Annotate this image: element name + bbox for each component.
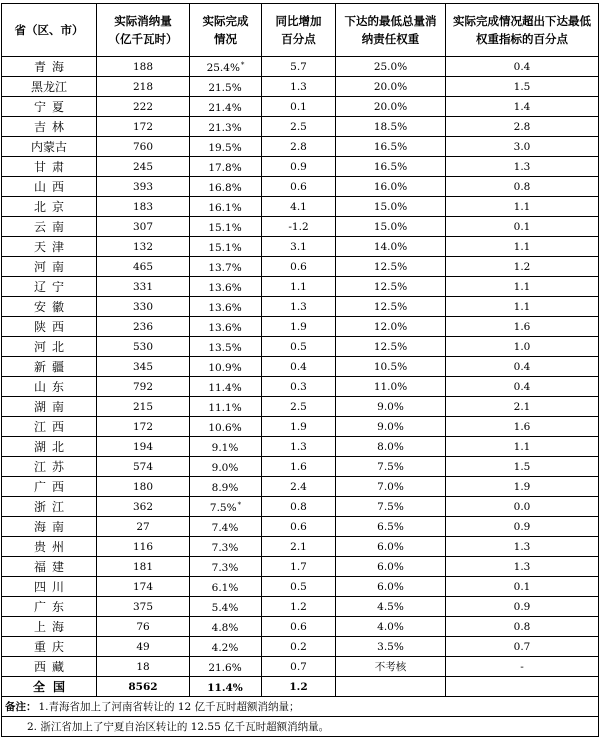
cell-target: 3.5% <box>336 637 446 657</box>
note-row-1 <box>2 697 599 717</box>
cell-target: 12.5% <box>336 277 446 297</box>
completion-value: 16.1% <box>208 202 242 214</box>
cell-exceed: 1.9 <box>446 477 599 497</box>
cell-completion <box>190 577 262 597</box>
cell-completion <box>190 557 262 577</box>
cell-yoy: 0.8 <box>262 497 336 517</box>
table-row <box>2 297 599 317</box>
cell-province: 四川 <box>2 577 97 597</box>
cell-consumption: 181 <box>97 557 190 577</box>
completion-value: 7.5% <box>209 502 237 514</box>
table-row <box>2 557 599 577</box>
cell-completion <box>190 377 262 397</box>
cell-exceed: 1.5 <box>446 457 599 477</box>
cell-consumption: 530 <box>97 337 190 357</box>
cell-completion <box>190 657 262 677</box>
cell-province: 云南 <box>2 217 97 237</box>
table-row <box>2 417 599 437</box>
cell-yoy: 2.1 <box>262 537 336 557</box>
table-row <box>2 497 599 517</box>
completion-value: 21.6% <box>208 662 242 674</box>
cell-yoy: 0.1 <box>262 97 336 117</box>
cell-province: 广东 <box>2 597 97 617</box>
cell-consumption: 792 <box>97 377 190 397</box>
completion-value: 6.1% <box>211 582 239 594</box>
cell-completion <box>190 597 262 617</box>
note-2-text: 2. 浙江省加上了宁夏自治区转让的 12.55 亿千瓦时超额消纳量。 <box>27 720 330 733</box>
table-body <box>2 57 599 697</box>
completion-value: 10.9% <box>208 362 242 374</box>
cell-target: 10.5% <box>336 357 446 377</box>
table-row <box>2 257 599 277</box>
table-row <box>2 597 599 617</box>
cell-completion <box>190 637 262 657</box>
cell-target: 4.0% <box>336 617 446 637</box>
cell-completion <box>190 457 262 477</box>
cell-province: 福建 <box>2 557 97 577</box>
cell-exceed: 1.1 <box>446 197 599 217</box>
cell-target: 12.5% <box>336 257 446 277</box>
table-row <box>2 437 599 457</box>
cell-exceed: 2.1 <box>446 397 599 417</box>
cell-yoy: 1.1 <box>262 277 336 297</box>
cell-consumption: 116 <box>97 537 190 557</box>
cell-yoy: 3.1 <box>262 237 336 257</box>
completion-value: 4.8% <box>211 622 239 634</box>
cell-completion <box>190 297 262 317</box>
cell-province: 内蒙古 <box>2 137 97 157</box>
cell-exceed: 1.3 <box>446 537 599 557</box>
cell-exceed: - <box>446 657 599 677</box>
cell-consumption: 307 <box>97 217 190 237</box>
cell-yoy: 0.9 <box>262 157 336 177</box>
cell-target: 12.5% <box>336 337 446 357</box>
cell-target: 25.0% <box>336 57 446 77</box>
completion-value: 9.1% <box>211 442 239 454</box>
cell-province: 海南 <box>2 517 97 537</box>
note-1-text: 1.青海省加上了河南省转让的 12 亿千瓦时超额消纳量； <box>38 700 300 713</box>
table-row <box>2 537 599 557</box>
table-row <box>2 97 599 117</box>
cell-consumption: 174 <box>97 577 190 597</box>
cell-consumption: 18 <box>97 657 190 677</box>
cell-province: 全国 <box>2 677 97 697</box>
table-row <box>2 137 599 157</box>
cell-target: 14.0% <box>336 237 446 257</box>
cell-completion <box>190 617 262 637</box>
cell-province: 陕西 <box>2 317 97 337</box>
cell-exceed: 1.1 <box>446 237 599 257</box>
cell-exceed: 0.9 <box>446 597 599 617</box>
cell-completion <box>190 437 262 457</box>
cell-yoy: 2.8 <box>262 137 336 157</box>
cell-consumption: 132 <box>97 237 190 257</box>
cell-exceed: 0.8 <box>446 177 599 197</box>
cell-yoy: 0.3 <box>262 377 336 397</box>
cell-yoy: 0.2 <box>262 637 336 657</box>
cell-province: 湖南 <box>2 397 97 417</box>
cell-target: 11.0% <box>336 377 446 397</box>
cell-target: 16.5% <box>336 157 446 177</box>
cell-province: 河北 <box>2 337 97 357</box>
table-row <box>2 657 599 677</box>
completion-value: 13.6% <box>208 322 242 334</box>
renewable-consumption-table <box>1 3 599 737</box>
note-2 <box>2 717 599 737</box>
table-row <box>2 457 599 477</box>
cell-province: 湖北 <box>2 437 97 457</box>
cell-exceed: 0.0 <box>446 497 599 517</box>
cell-yoy: 0.6 <box>262 177 336 197</box>
cell-target: 9.0% <box>336 397 446 417</box>
cell-consumption: 222 <box>97 97 190 117</box>
note-1 <box>2 697 599 717</box>
cell-yoy: 1.2 <box>262 677 336 697</box>
cell-yoy: 0.7 <box>262 657 336 677</box>
cell-exceed: 0.9 <box>446 517 599 537</box>
cell-consumption: 760 <box>97 137 190 157</box>
completion-value: 16.8% <box>208 182 242 194</box>
cell-yoy: 4.1 <box>262 197 336 217</box>
cell-consumption: 27 <box>97 517 190 537</box>
cell-exceed: 0.7 <box>446 637 599 657</box>
table-row <box>2 577 599 597</box>
cell-yoy: 0.4 <box>262 357 336 377</box>
cell-completion <box>190 357 262 377</box>
header-yoy: 同比增加百分点 <box>262 4 336 57</box>
cell-province: 山西 <box>2 177 97 197</box>
cell-target: 12.5% <box>336 297 446 317</box>
cell-province: 江西 <box>2 417 97 437</box>
completion-value: 10.6% <box>208 422 242 434</box>
cell-consumption: 245 <box>97 157 190 177</box>
table-row <box>2 397 599 417</box>
cell-completion <box>190 477 262 497</box>
note-row-2 <box>2 717 599 737</box>
cell-target: 12.0% <box>336 317 446 337</box>
completion-value: 25.4% <box>206 62 240 74</box>
completion-value: 11.4% <box>208 382 242 394</box>
cell-target: 20.0% <box>336 77 446 97</box>
cell-exceed: 0.4 <box>446 57 599 77</box>
table-row <box>2 337 599 357</box>
cell-consumption: 188 <box>97 57 190 77</box>
cell-yoy: -1.2 <box>262 217 336 237</box>
cell-target: 18.5% <box>336 117 446 137</box>
cell-completion <box>190 197 262 217</box>
cell-yoy: 1.6 <box>262 457 336 477</box>
cell-province: 河南 <box>2 257 97 277</box>
cell-target: 6.5% <box>336 517 446 537</box>
header-exceed: 实际完成情况超出下达最低权重指标的百分点 <box>446 4 599 57</box>
cell-province: 浙江 <box>2 497 97 517</box>
footnote-mark: * <box>240 61 245 69</box>
cell-consumption: 574 <box>97 457 190 477</box>
cell-yoy: 5.7 <box>262 57 336 77</box>
cell-province: 上海 <box>2 617 97 637</box>
cell-yoy: 1.3 <box>262 437 336 457</box>
cell-consumption: 393 <box>97 177 190 197</box>
completion-value: 11.1% <box>208 402 242 414</box>
cell-consumption: 345 <box>97 357 190 377</box>
cell-province: 江苏 <box>2 457 97 477</box>
cell-province: 新疆 <box>2 357 97 377</box>
cell-completion <box>190 157 262 177</box>
cell-province: 甘肃 <box>2 157 97 177</box>
cell-target: 6.0% <box>336 537 446 557</box>
cell-exceed <box>446 677 599 697</box>
cell-exceed: 0.1 <box>446 217 599 237</box>
cell-province: 黑龙江 <box>2 77 97 97</box>
cell-completion <box>190 337 262 357</box>
cell-province: 安徽 <box>2 297 97 317</box>
cell-exceed: 0.1 <box>446 577 599 597</box>
table-row <box>2 117 599 137</box>
cell-completion <box>190 97 262 117</box>
cell-consumption: 172 <box>97 117 190 137</box>
table-row <box>2 157 599 177</box>
cell-target: 4.5% <box>336 597 446 617</box>
completion-value: 17.8% <box>208 162 242 174</box>
completion-value: 13.6% <box>208 282 242 294</box>
cell-yoy: 0.6 <box>262 617 336 637</box>
cell-completion <box>190 397 262 417</box>
table-row <box>2 217 599 237</box>
table-row <box>2 357 599 377</box>
cell-province: 宁夏 <box>2 97 97 117</box>
table-row <box>2 617 599 637</box>
cell-consumption: 8562 <box>97 677 190 697</box>
cell-target: 6.0% <box>336 557 446 577</box>
cell-target: 6.0% <box>336 577 446 597</box>
table-row <box>2 57 599 77</box>
table-header-row <box>2 4 599 57</box>
cell-yoy: 0.5 <box>262 577 336 597</box>
cell-consumption: 194 <box>97 437 190 457</box>
cell-yoy: 1.9 <box>262 417 336 437</box>
completion-value: 4.2% <box>211 642 239 654</box>
cell-target: 20.0% <box>336 97 446 117</box>
completion-value: 7.3% <box>211 542 239 554</box>
cell-province: 北京 <box>2 197 97 217</box>
cell-consumption: 49 <box>97 637 190 657</box>
header-province: 省（区、市） <box>2 4 97 57</box>
completion-value: 11.4% <box>207 682 243 694</box>
note-label: 备注： <box>5 700 37 713</box>
cell-completion <box>190 77 262 97</box>
cell-completion <box>190 217 262 237</box>
cell-yoy: 1.9 <box>262 317 336 337</box>
completion-value: 19.5% <box>208 142 242 154</box>
cell-completion <box>190 117 262 137</box>
table-row <box>2 77 599 97</box>
header-consumption: 实际消纳量（亿千瓦时） <box>97 4 190 57</box>
cell-province: 重庆 <box>2 637 97 657</box>
cell-consumption: 362 <box>97 497 190 517</box>
cell-exceed: 0.8 <box>446 617 599 637</box>
cell-target: 16.5% <box>336 137 446 157</box>
cell-exceed: 1.1 <box>446 437 599 457</box>
cell-yoy: 1.7 <box>262 557 336 577</box>
cell-completion <box>190 257 262 277</box>
table-row <box>2 177 599 197</box>
table-row <box>2 637 599 657</box>
cell-target: 7.0% <box>336 477 446 497</box>
cell-target: 16.0% <box>336 177 446 197</box>
cell-completion <box>190 277 262 297</box>
cell-exceed: 1.5 <box>446 77 599 97</box>
cell-consumption: 218 <box>97 77 190 97</box>
table-row <box>2 277 599 297</box>
cell-consumption: 465 <box>97 257 190 277</box>
table-row <box>2 377 599 397</box>
completion-value: 7.3% <box>211 562 239 574</box>
cell-province: 山东 <box>2 377 97 397</box>
cell-exceed: 0.4 <box>446 377 599 397</box>
cell-exceed: 1.0 <box>446 337 599 357</box>
cell-completion <box>190 677 262 697</box>
cell-completion <box>190 317 262 337</box>
table-row <box>2 237 599 257</box>
cell-province: 西藏 <box>2 657 97 677</box>
table-row <box>2 317 599 337</box>
completion-value: 15.1% <box>208 242 242 254</box>
cell-consumption: 236 <box>97 317 190 337</box>
cell-consumption: 183 <box>97 197 190 217</box>
header-completion: 实际完成情况 <box>190 4 262 57</box>
cell-province: 广西 <box>2 477 97 497</box>
cell-consumption: 76 <box>97 617 190 637</box>
completion-value: 13.6% <box>208 302 242 314</box>
cell-exceed: 1.1 <box>446 277 599 297</box>
cell-consumption: 172 <box>97 417 190 437</box>
cell-consumption: 180 <box>97 477 190 497</box>
table-row <box>2 517 599 537</box>
cell-exceed: 1.1 <box>446 297 599 317</box>
completion-value: 8.9% <box>211 482 239 494</box>
table-row <box>2 197 599 217</box>
cell-exceed: 3.0 <box>446 137 599 157</box>
completion-value: 15.1% <box>208 222 242 234</box>
cell-target: 7.5% <box>336 497 446 517</box>
cell-completion <box>190 137 262 157</box>
table-row <box>2 477 599 497</box>
header-target: 下达的最低总量消纳责任权重 <box>336 4 446 57</box>
cell-exceed: 2.8 <box>446 117 599 137</box>
cell-completion <box>190 57 262 77</box>
cell-exceed: 1.4 <box>446 97 599 117</box>
cell-completion <box>190 177 262 197</box>
cell-completion <box>190 497 262 517</box>
cell-exceed: 1.2 <box>446 257 599 277</box>
completion-value: 13.5% <box>208 342 242 354</box>
completion-value: 5.4% <box>211 602 239 614</box>
cell-yoy: 2.5 <box>262 397 336 417</box>
cell-province: 天津 <box>2 237 97 257</box>
cell-yoy: 0.6 <box>262 257 336 277</box>
cell-exceed: 1.3 <box>446 157 599 177</box>
cell-consumption: 331 <box>97 277 190 297</box>
completion-value: 9.0% <box>211 462 239 474</box>
cell-completion <box>190 537 262 557</box>
cell-consumption: 215 <box>97 397 190 417</box>
cell-consumption: 330 <box>97 297 190 317</box>
cell-province: 辽宁 <box>2 277 97 297</box>
cell-exceed: 1.6 <box>446 417 599 437</box>
cell-yoy: 2.5 <box>262 117 336 137</box>
cell-target: 不考核 <box>336 657 446 677</box>
cell-yoy: 2.4 <box>262 477 336 497</box>
cell-completion <box>190 237 262 257</box>
cell-yoy: 0.6 <box>262 517 336 537</box>
cell-yoy: 1.3 <box>262 297 336 317</box>
cell-target <box>336 677 446 697</box>
cell-completion <box>190 417 262 437</box>
cell-target: 9.0% <box>336 417 446 437</box>
completion-value: 21.5% <box>208 82 242 94</box>
cell-exceed: 1.6 <box>446 317 599 337</box>
completion-value: 13.7% <box>208 262 242 274</box>
completion-value: 21.4% <box>208 102 242 114</box>
cell-province: 青海 <box>2 57 97 77</box>
cell-province: 吉林 <box>2 117 97 137</box>
cell-target: 15.0% <box>336 217 446 237</box>
cell-exceed: 1.3 <box>446 557 599 577</box>
cell-yoy: 0.5 <box>262 337 336 357</box>
cell-yoy: 1.3 <box>262 77 336 97</box>
cell-consumption: 375 <box>97 597 190 617</box>
completion-value: 21.3% <box>208 122 242 134</box>
cell-province: 贵州 <box>2 537 97 557</box>
cell-target: 8.0% <box>336 437 446 457</box>
cell-exceed: 0.4 <box>446 357 599 377</box>
completion-value: 7.4% <box>211 522 239 534</box>
cell-yoy: 1.2 <box>262 597 336 617</box>
footnote-mark: * <box>237 501 242 509</box>
cell-target: 15.0% <box>336 197 446 217</box>
cell-completion <box>190 517 262 537</box>
table-row <box>2 677 599 697</box>
cell-target: 7.5% <box>336 457 446 477</box>
